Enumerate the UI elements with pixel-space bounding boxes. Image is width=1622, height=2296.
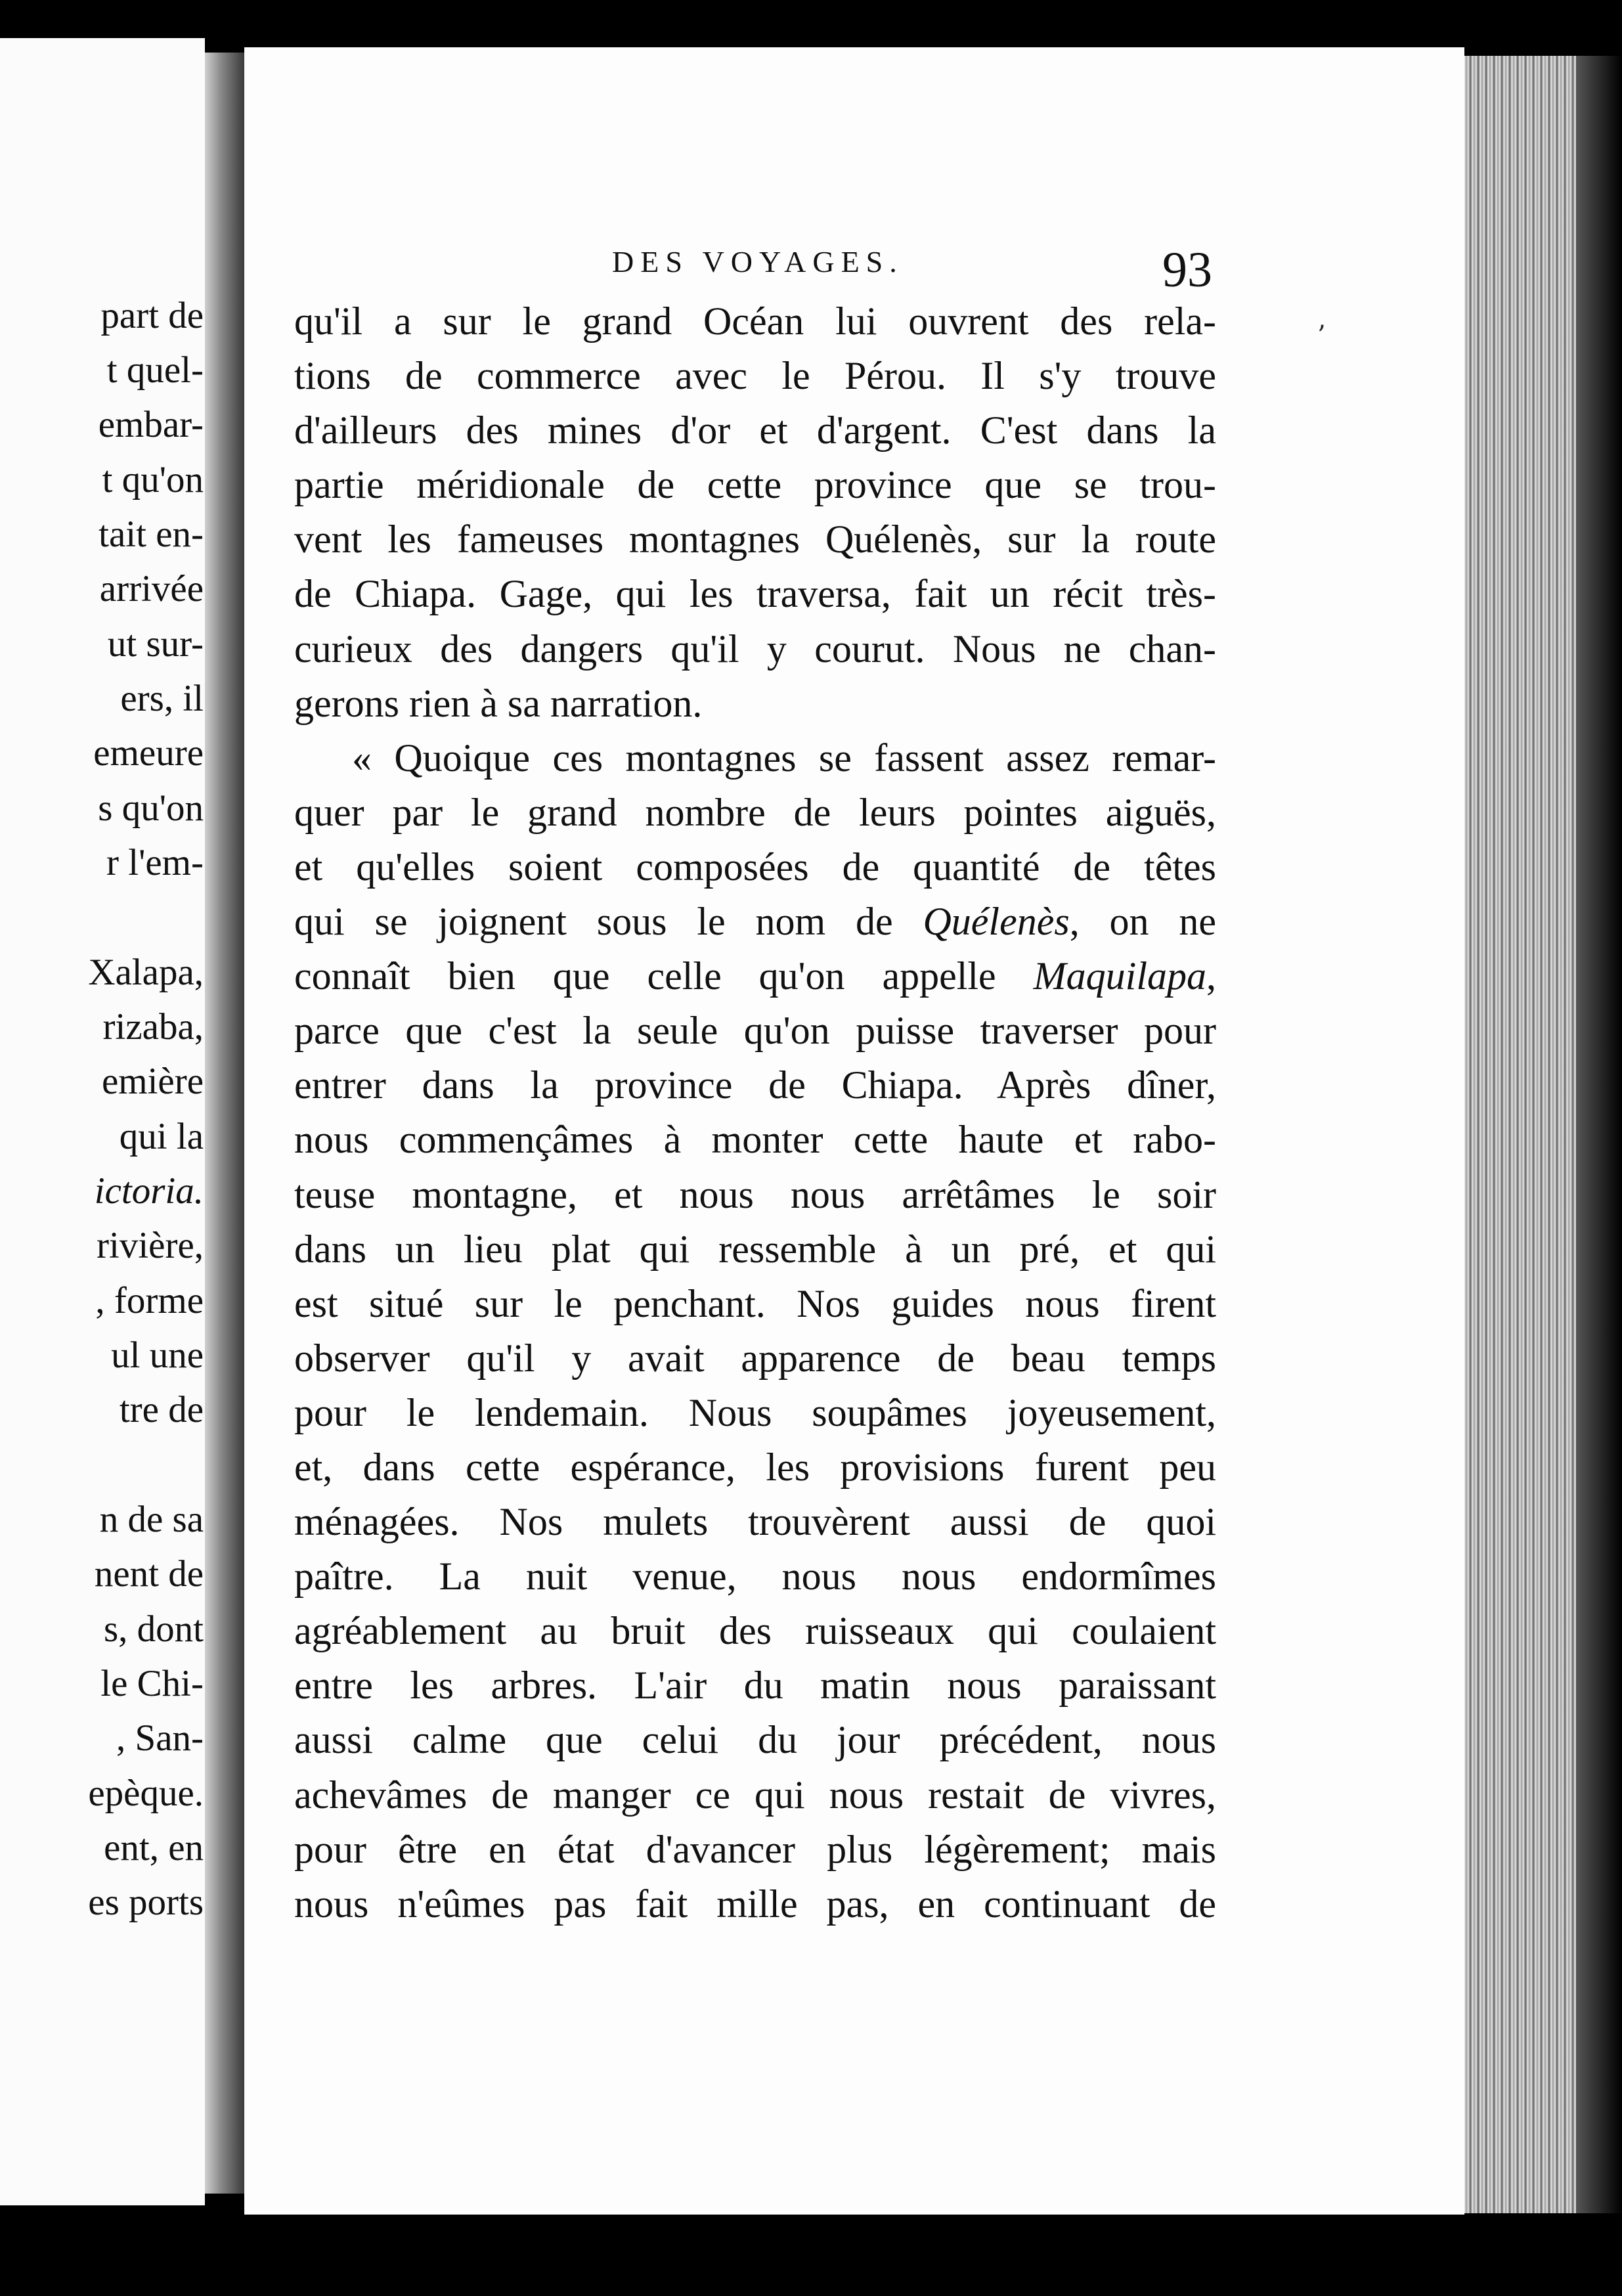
text-segment: et, dans cette espérance, les provisions furent peu [294,1445,1216,1489]
facing-page-line: r l'em- [106,842,204,883]
text-line [294,1604,1216,1658]
facing-page-line: le Chi- [100,1663,204,1704]
facing-page-line: t quel- [106,349,204,391]
text-line [294,1277,1216,1331]
facing-page-line: nent de [94,1553,204,1595]
text-segment: dans un lieu plat qui ressemble à un pré, et qui [294,1227,1216,1271]
text-line [294,1222,1216,1277]
text-line [294,567,1216,621]
text-segment: vent les fameuses montagnes Quélenès, sur la route [294,518,1216,562]
text-line [294,731,1216,785]
text-segment: , [1206,954,1216,998]
text-segment: paître. La nuit venue, nous nous endormîmes [294,1555,1216,1599]
facing-page-line: s, dont [103,1608,204,1650]
text-line [294,1822,1216,1877]
facing-page-line: epèque. [88,1773,204,1814]
text-segment: quer par le grand nombre de leurs pointes aiguës, [294,790,1216,834]
text-segment: qu'il a sur le grand Océan lui ouvrent des rela- [294,299,1216,343]
text-line [294,894,1216,949]
text-segment: agréablement au bruit des ruisseaux qui coulaient [294,1609,1216,1653]
text-segment: gerons rien à sa narration. [294,681,703,725]
text-segment: connaît bien que celle qu'on appelle [294,954,1034,998]
page-edge-shadow [1576,56,1622,2213]
text-segment: partie méridionale de cette province que se trou- [294,463,1216,507]
facing-page-line: ictoria. [94,1170,204,1212]
text-line [294,1331,1216,1386]
text-line [294,1440,1216,1495]
text-line [294,1168,1216,1222]
text-segment: observer qu'il y avait apparence de beau temps [294,1336,1216,1380]
facing-page-line: , San- [116,1717,204,1759]
text-line [294,949,1216,1004]
text-line [294,1004,1216,1058]
stray-ink-mark: ’ [1317,320,1326,351]
text-segment: entre les arbres. L'air du matin nous paraissant [294,1664,1216,1708]
text-segment: est situé sur le penchant. Nos guides nous firent [294,1281,1216,1325]
facing-page-line: s qu'on [98,787,204,829]
text-line [294,1549,1216,1604]
facing-page-line: rizaba, [102,1006,204,1048]
text-segment: achevâmes de manger ce qui nous restait de vivres, [294,1773,1216,1817]
text-segment: d'ailleurs des mines d'or et d'argent. C'est dans la [294,408,1216,453]
text-segment: nous n'eûmes pas fait mille pas, en continuant de [294,1882,1216,1926]
facing-page-line: emière [101,1061,204,1102]
body-text [294,294,1216,1932]
facing-page-line: es ports [88,1882,204,1923]
facing-page-line: Xalapa, [88,952,204,993]
text-segment: nous commençâmes à monter cette haute et rabo- [294,1118,1216,1162]
text-line [294,458,1216,512]
text-line [294,840,1216,894]
text-segment: curieux des dangers qu'il y courut. Nous ne chan- [294,627,1216,671]
text-line [294,1713,1216,1767]
facing-page-line: tre de [119,1389,204,1430]
text-segment: tions de commerce avec le Pérou. Il s'y trouve [294,354,1216,398]
facing-page-line: ul une [111,1335,204,1376]
text-segment: qui se joignent sous le nom de [294,900,923,944]
facing-page-line: emeure [93,732,204,774]
facing-page-line: tait en- [99,514,204,555]
facing-page-line: qui la [119,1116,204,1157]
text-line [294,1877,1216,1932]
facing-page-line: arrivée [99,568,204,609]
text-line [294,1113,1216,1167]
text-line [294,785,1216,840]
facing-page-line: part de [100,295,204,336]
italic-term: Quélenès [923,900,1070,944]
book-gutter [205,53,244,2194]
text-line [294,1658,1216,1713]
text-segment: entrer dans la province de Chiapa. Après dîner, [294,1063,1216,1107]
text-segment: pour le lendemain. Nous soupâmes joyeusement, [294,1390,1216,1434]
text-line [294,1386,1216,1440]
text-segment: teuse montagne, et nous nous arrêtâmes le soir [294,1172,1216,1216]
text-line [294,1768,1216,1822]
text-segment: de Chiapa. Gage, qui les traversa, fait un récit très- [294,572,1216,616]
facing-page-line: t qu'on [102,459,204,500]
text-line [294,294,1216,349]
text-segment: , on ne [1069,900,1216,944]
facing-page-line: embar- [98,404,204,445]
text-segment: « Quoique ces montagnes se fassent assez remar- [352,736,1216,780]
text-segment: pour être en état d'avancer plus légèrement; mais [294,1827,1216,1871]
text-segment: ménagées. Nos mulets trouvèrent aussi de quoi [294,1500,1216,1544]
running-head: DES VOYAGES. [612,245,904,278]
text-line [294,622,1216,676]
text-line [294,1495,1216,1549]
text-line [294,512,1216,567]
page-edge-stack [1464,56,1589,2213]
text-segment: et qu'elles soient composées de quantité de têtes [294,845,1216,889]
facing-page-line: , forme [95,1280,204,1321]
facing-page-line: n de sa [99,1499,204,1540]
facing-page-line: ut sur- [107,623,204,665]
facing-page-line: ent, en [104,1827,204,1868]
text-line [294,403,1216,458]
page-number: 93 [1162,242,1212,298]
text-segment: parce que c'est la seule qu'on puisse traverser pour [294,1009,1216,1053]
facing-page-line: ers, il [120,678,204,719]
facing-page-line: rivière, [97,1225,204,1266]
italic-term: Maquilapa [1033,954,1206,998]
text-line [294,676,1216,731]
text-line [294,1058,1216,1113]
facing-page-left [0,38,205,2205]
text-segment: aussi calme que celui du jour précédent, nous [294,1718,1216,1762]
text-line [294,349,1216,403]
